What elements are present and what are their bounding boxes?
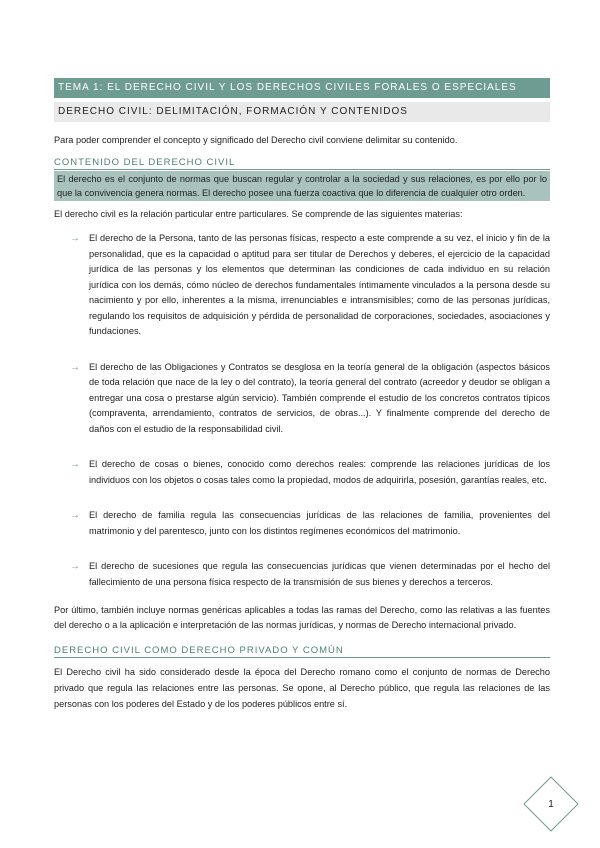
list-item <box>54 231 550 340</box>
page-number-badge <box>523 776 579 832</box>
materias-intro: El derecho civil es la relación particular entre particulares. Se comprende de las siguientes materias: <box>54 209 463 219</box>
privado-paragraph: El Derecho civil ha sido considerado desde la época del Derecho romano como el conjunto de normas de Derecho privado que regula las relaciones entre las personas. Se opone, al Derecho público, que regula las relaciones de las personas con los poderes del Estado y de los poderes públicos entre sí. <box>54 667 550 709</box>
arrow-right-icon: → <box>70 233 80 244</box>
section-title: DERECHO CIVIL: DELIMITACIÓN, FORMACIÓN Y CONTENIDOS <box>54 102 550 122</box>
list-item-text: El derecho de sucesiones que regula las consecuencias jurídicas que vienen determinadas por el hecho del fallecimiento de una persona física respecto de la transmisión de sus bienes y derechos a terceros. <box>89 561 550 587</box>
definition-highlight: El derecho es el conjunto de normas que buscan regular y controlar a la sociedad y sus relaciones, es por ello por lo que la convivencia genera normas. El derecho posee una fuerza coactiva que lo diferencia de cualquier otro orden. <box>54 171 550 201</box>
list-item-text: El derecho de cosas o bienes, conocido como derechos reales: comprende las relaciones jurídicas de los individuos con los objetos o cosas tales como la propiedad, modos de adquirirla, posesión, garantías reales, etc. <box>89 459 550 485</box>
list-item <box>54 559 550 590</box>
closing-paragraph: Por último, también incluye normas genéricas aplicables a todas las ramas del Derecho, como las relativas a las fuentes del derecho o a la aplicación e interpretación de las normas jurídicas, y normas de Derecho internacional privado. <box>54 605 550 630</box>
intro-paragraph: Para poder comprender el concepto y significado del Derecho civil conviene delimitar su contenido. <box>54 135 458 145</box>
arrow-right-icon: → <box>70 459 80 470</box>
list-item-text: El derecho de la Persona, tanto de las personas físicas, respecto a este comprende a su vez, el inicio y fin de la personalidad, que es la capacidad o aptitud para ser titular de Derechos y deberes, el ejercicio de la capacidad jurídica de las personas y los elementos que determinan las condiciones de cada individuo en su relación jurídica con los demás, cómo núcleo de derechos fundamentales íntimamente vinculados a la persona desde su nacimiento y por ello, inherentes a la misma, irrenunciables e intransmisibles; como de las personas jurídicas, regulando los requisitos de adquisición y pérdida de personalidad de corporaciones, sociedades, asociaciones y fundaciones. <box>89 233 550 336</box>
materias-list <box>54 231 550 590</box>
arrow-right-icon: → <box>70 561 80 572</box>
list-item-text: El derecho de las Obligaciones y Contratos se desglosa en la teoría general de la obligación (aspectos básicos de toda relación que nace de la ley o del contrato), la teoría general del contrato (acreedor y deudor se obligan a entregar una cosa o prestarse algún servicio). También comprende el estudio de los concretos contratos típicos (compraventa, arrendamiento, contratos de servicios, de obras...). Y finalmente comprende del derecho de daños con el estudio de la responsabilidad civil. <box>89 361 550 434</box>
contenido-heading: CONTENIDO DEL DERECHO CIVIL <box>54 157 550 170</box>
arrow-right-icon: → <box>70 510 80 521</box>
document-page <box>54 78 550 712</box>
arrow-right-icon: → <box>70 361 80 373</box>
page-number: 1 <box>548 799 554 810</box>
list-item-text: El derecho de familia regula las consecuencias jurídicas de las relaciones de familia, provenientes del matrimonio y del parentesco, junto con los distintos regímenes económicos del matrimonio. <box>89 510 550 536</box>
tema-title: TEMA 1: EL DERECHO CIVIL Y LOS DERECHOS CIVILES FORALES O ESPECIALES <box>54 78 550 98</box>
list-item <box>54 457 550 488</box>
list-item <box>54 360 550 438</box>
list-item <box>54 508 550 539</box>
privado-heading: DERECHO CIVIL COMO DERECHO PRIVADO Y COMÚN <box>54 645 550 658</box>
